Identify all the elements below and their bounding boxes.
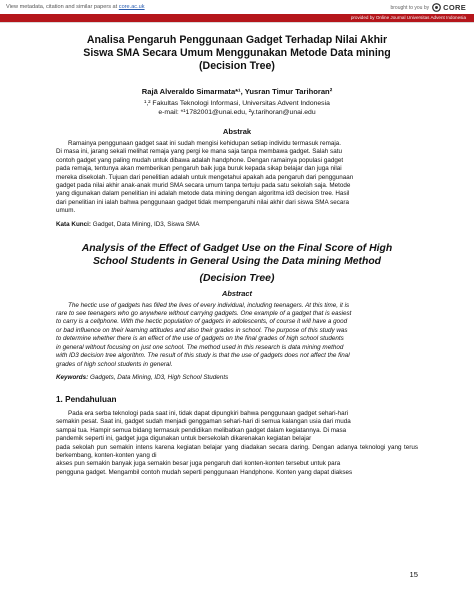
core-branding[interactable] — [390, 3, 466, 12]
core-logo-text: CORE — [443, 3, 466, 12]
section-body — [56, 410, 418, 477]
abstrak-line: mereka disekolah. Tujuan dari penelitian adalah untuk mengetahui apakah ada pengaruh dari penggunaan — [56, 173, 354, 181]
abstract-line: to carry is a cellphone. With the hectic population of gadgets in adolescents, of course it will have a good — [56, 318, 348, 326]
metadata-notice-text: View metadata, citation and similar papers at — [6, 4, 119, 10]
keywords-label: Keywords: — [56, 373, 89, 381]
metadata-notice — [6, 4, 145, 10]
abstrak-line: dari penelitian ini ialah bahwa penggunaan gadget tidak mempengaruhi nilai akhir dari siswa SMA secara — [56, 198, 349, 206]
provider-band — [0, 14, 474, 22]
section-line: akses pun semakin banyak juga semakin besar juga pengaruh dari konten-konten tersebut untuk para — [56, 460, 341, 468]
affiliation-line: ¹,² Fakultas Teknologi Informasi, Universitas Advent Indonesia — [144, 100, 330, 107]
core-logo-icon — [432, 3, 441, 12]
brought-by-text: brought to you by — [390, 4, 430, 11]
email-line: e-mail: *¹1782001@unai.edu, ²y.tarihoran@unai.edu — [158, 109, 316, 116]
title-line: Analisa Pengaruh Penggunaan Gadget Terhadap Nilai Akhir — [86, 34, 388, 46]
page-number: 15 — [409, 570, 418, 579]
section-line: pandemik seperti ini, gadget juga digunakan untuk bersekolah dikarenakan kegiatan belajar — [56, 435, 312, 443]
core-link[interactable]: core.ac.uk — [118, 4, 145, 10]
title-line: Siswa SMA Secara Umum Menggunakan Metode Data mining — [83, 47, 391, 59]
abstract-line: grades of high school students in general. — [56, 360, 173, 368]
english-title-line: School Students in General Using the Data mining Method — [92, 256, 382, 268]
section-heading: 1. Pendahuluan — [56, 394, 117, 404]
section-line: pengguna gadget. Mengambil contoh mudah seperti penggunaan Handphone. Konten yang dapat diakses — [56, 468, 353, 476]
section-line: Pada era serba teknologi pada saat ini, tidak dapat dipungkiri bahwa penggunaan gadget sehari-hari — [68, 409, 349, 417]
keywords — [56, 374, 418, 381]
section-line: sampai tua. Hampir semua bidang termasuk pendidikan melibatkan gadget dalam kegiatannya. Di masa — [56, 426, 347, 434]
abstract-text — [56, 302, 418, 369]
abstract-heading: Abstract — [222, 288, 252, 298]
abstract-line: with ID3 decision tree algorithm. The result of this study is that the use of gadgets does not affect the final — [56, 352, 350, 360]
affiliation — [56, 99, 418, 117]
abstrak-line: pada remaja, tentunya akan memberikan pengaruh baik juga buruk kepada sikap belajar dan juga nilai — [56, 165, 342, 173]
kata-kunci — [56, 221, 418, 228]
abstrak-line: Ramainya penggunaan gadget saat ini sudah mengisi kehidupan setiap individu termasuk remaja. — [68, 140, 342, 147]
abstrak-line: Di masa ini, jarang sekali melihat remaja yang pergi ke mana saja tanpa membawa gadget. Salah satu — [56, 148, 342, 156]
abstrak-line: gadget pada nilai akhir anak-anak murid SMA secara umum tanpa tertuju pada satu sekolah saja. Metode — [56, 182, 351, 190]
english-title-line: Analysis of the Effect of Gadget Use on the Final Score of High — [81, 242, 393, 254]
title-line: (Decision Tree) — [199, 60, 275, 72]
core-logo[interactable] — [432, 3, 466, 12]
abstract-line: rare to see teenagers who go anywhere without carrying gadgets. One example of a gadget that is easiest — [56, 310, 352, 318]
abstrak-text — [56, 140, 418, 216]
authors: Rajā Alveraldo Simarmata*¹, Yusran Timur Tarihoran² — [141, 87, 333, 96]
provided-by-text: provided by Online Journal Universitas Advent Indonesia — [350, 15, 466, 20]
kata-kunci-values: Gadget, Data Mining, ID3, Siswa SMA — [92, 220, 200, 228]
abstrak-line: yang digunakan dalam penelitian ini adalah metode data mining dengan algoritma id3 decision tree. Hasil — [56, 190, 350, 198]
section-line: pada sekolah pun semakin intens karena kegiatan belajar yang diadakan secara daring. Dengan adanya teknologi yang terus berkembang, konten-konten yang di — [56, 443, 418, 459]
kata-kunci-label: Kata Kunci: — [56, 220, 91, 228]
keywords-values: Gadgets, Data Mining, ID3, High School Students — [89, 373, 229, 381]
abstract-line: in general without focusing on just one school. The method used in this research is data mining method — [56, 343, 344, 351]
abstrak-heading: Abstrak — [222, 127, 252, 136]
paper-title — [56, 34, 418, 73]
section-line: semakin pesat. Saat ini, gadget sudah menjadi genggaman sehari-hari di semua kalangan usia dari muda — [56, 418, 351, 426]
english-title — [56, 242, 418, 269]
abstract-line: The hectic use of gadgets has filled the lives of every individual, including teenagers. At this time, it is — [68, 301, 350, 309]
abstrak-line: contoh gadget yang paling mudah untuk dibawa adalah handphone. Dengan ramainya populasi gadget — [56, 156, 344, 164]
abstrak-line: umum. — [56, 207, 76, 215]
abstract-line: to determine whether there is an effect of the use of gadgets on the final grades of high school students — [56, 335, 344, 343]
abstract-line: or bad influence on their learning attitudes and also their grades in school. The purpose of this study was — [56, 326, 348, 334]
paper-page — [56, 34, 418, 477]
english-subtitle: (Decision Tree) — [199, 272, 275, 284]
